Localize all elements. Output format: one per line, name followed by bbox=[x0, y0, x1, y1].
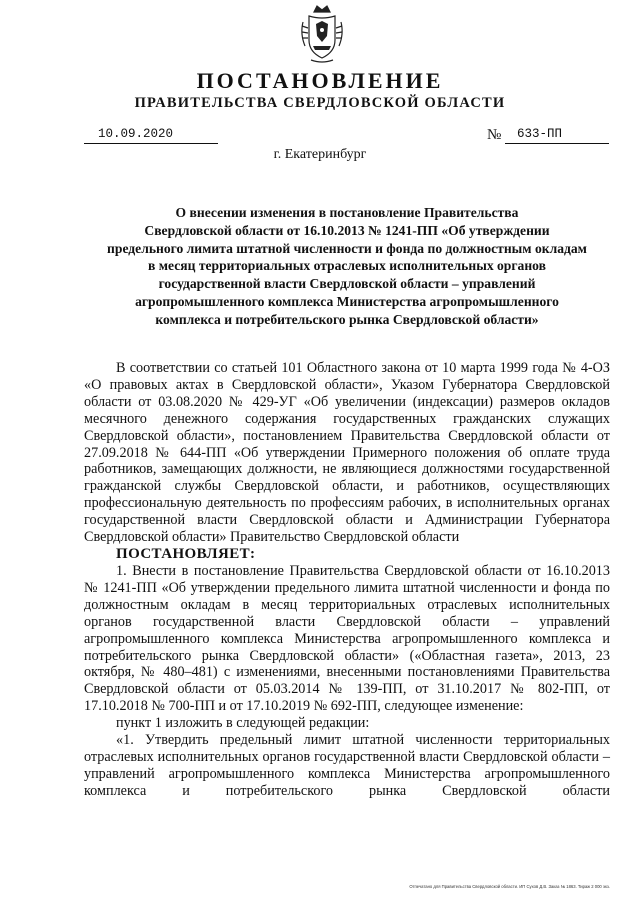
document-heading bbox=[84, 204, 610, 329]
heading-line: агропромышленного комплекса Министерства агропромышленного bbox=[135, 293, 559, 309]
item-1-paragraph: 1. Внести в постановление Правительства Свердловской области от 16.10.2013 № 1241-ПП «Об утверждении предельного лимита штатной численности и фонда по должностным окладам в месяц территориальных отраслевых исполнительных органов государственной власти Свердловской области – управлений агропромышленного комплекса Министерства агропромышленного комплекса и потребительского рынка Свердловской области» («Областная газета», 2013, 23 октября, № 480–481) с изменениями, внесенными постановлениями Правительства Свердловской области от 05.03.2014 № 139-ПП, от 31.10.2017 № 802-ПП, от 17.10.2018 № 700-ПП и от 17.10.2019 № 692-ПП, следующее изменение: bbox=[84, 562, 610, 715]
decree-word: ПОСТАНОВЛЯЕТ: bbox=[116, 545, 256, 562]
city-name: г. Екатеринбург bbox=[273, 147, 367, 162]
quote-paragraph: «1. Утвердить предельный лимит штатной численности территориальных отраслевых исполнительных органов государственной власти Свердловской области – управлений агропромышленного комплекса Министерства агропромышленного комплекса и потребительского рынка Свердловской области bbox=[84, 732, 610, 799]
coat-of-arms-emblem bbox=[299, 2, 345, 66]
print-footer: Отпечатано для Правительства Свердловской области. ИП Сухов Д.В. Заказ № 1863. Тираж 2 000 экз. bbox=[409, 884, 610, 889]
document-body bbox=[84, 360, 610, 800]
heading-line: Свердловской области от 16.10.2013 № 1241-ПП «Об утверждении bbox=[144, 222, 550, 238]
preamble-paragraph: В соответствии со статьей 101 Областного закона от 10 марта 1999 года № 4-ОЗ «О правовых актах в Свердловской области», Указом Губернатора Свердловской области от 03.08.2020 № 429-УГ «Об увеличении (индексации) размеров окладов месячного денежного содержания государственных гражданских служащих Свердловской области», постановлением Правительства Свердловской области от 27.09.2018 № 644-ПП «Об утверждении Примерного положения об оплате труда работников, замещающих должности, не являющиеся должностями государственной гражданской службы Свердловской области, и работников, осуществляющих профессиональную деятельность по профессиям рабочих, в исполнительных органах государственной власти Свердловской области и Администрации Губернатора Свердловской области» Правительство Свердловской области bbox=[84, 360, 610, 546]
document-date: 10.09.2020 bbox=[84, 126, 218, 144]
item-1-sub-paragraph: пункт 1 изложить в следующей редакции: bbox=[116, 715, 370, 732]
heading-line: предельного лимита штатной численности и фонда по должностным окладам bbox=[107, 240, 587, 256]
number-label: № bbox=[487, 127, 502, 143]
heading-line: комплекса и потребительского рынка Свердловской области» bbox=[155, 311, 539, 327]
heading-line: в месяц территориальных отраслевых исполнительных органов bbox=[148, 258, 546, 274]
heading-line: государственной власти Свердловской области – управлений bbox=[158, 276, 536, 292]
heading-line: О внесении изменения в постановление Правительства bbox=[175, 205, 519, 220]
document-title: ПОСТАНОВЛЕНИЕ bbox=[196, 68, 444, 93]
document-subtitle: ПРАВИТЕЛЬСТВА СВЕРДЛОВСКОЙ ОБЛАСТИ bbox=[134, 95, 506, 111]
document-number: 633-ПП bbox=[505, 126, 609, 144]
